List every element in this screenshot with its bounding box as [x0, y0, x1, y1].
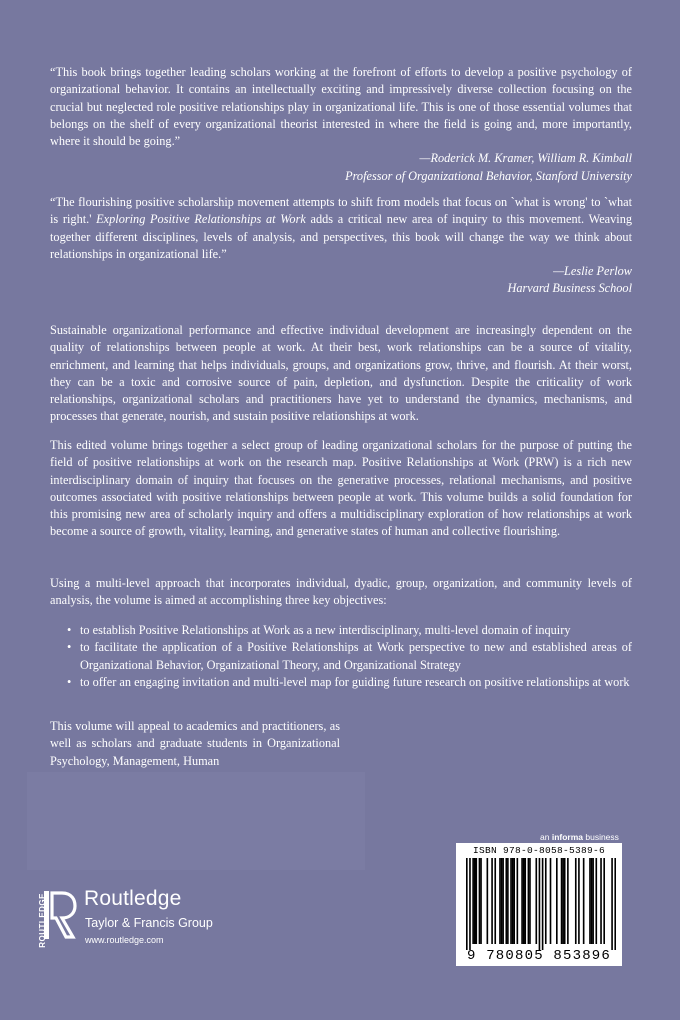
barcode-bar: [545, 858, 547, 944]
barcode-bar: [562, 858, 564, 944]
endorsement-quote-1: [50, 64, 632, 185]
description-paragraph-1: [50, 322, 632, 426]
quote-text-start: “The flourishing positive scholarship movement attempts to shift from models that focus on `what is wrong' to `what is right.': [50, 195, 632, 227]
barcode-bar: [592, 858, 594, 944]
publisher-group: Taylor & Francis Group: [85, 916, 213, 930]
bullet-icon: •: [67, 623, 72, 637]
list-item: [50, 674, 632, 691]
barcode-bar: [479, 858, 481, 944]
barcode-bar: [469, 858, 471, 950]
barcode-bar: [600, 858, 602, 944]
barcode-bar: [494, 858, 496, 944]
barcode-bar: [523, 858, 525, 944]
barcode-bar: [521, 858, 523, 944]
faded-text-block: [27, 772, 365, 870]
barcode-bar: [614, 858, 616, 950]
ean-left-group: 780805: [486, 948, 544, 964]
description-paragraph-2: [50, 437, 632, 541]
barcode-bar: [502, 858, 504, 944]
ean-first-digit: 9: [466, 948, 477, 964]
barcode-bar: [550, 858, 552, 944]
description-paragraph-4: [50, 718, 340, 770]
isbn-number: ISBN 978-0-8058-5389-6: [472, 845, 606, 856]
book-title: Exploring Positive Relationships at Work: [96, 212, 306, 227]
barcode-bar: [474, 858, 476, 944]
barcode-bar: [472, 858, 474, 944]
barcode-bar: [542, 858, 544, 950]
list-item-text: to offer an engaging invitation and multi-level map for guiding future research on positive relationships at work: [80, 674, 630, 689]
paragraph-text: Using a multi-level approach that incorporates individual, dyadic, group, organization, and community levels of analysis, the volume is aimed at accomplishing three key objectives:: [50, 576, 632, 608]
barcode-bar: [499, 858, 501, 944]
barcode-bar: [505, 858, 507, 944]
quote-affiliation: Harvard Business School: [507, 281, 632, 296]
barcode-bar: [524, 858, 526, 944]
quote-text: [50, 194, 632, 263]
barcode-bar: [578, 858, 580, 944]
description-paragraph-3: [50, 575, 632, 610]
barcode-bar: [564, 858, 566, 944]
objectives-list: [50, 622, 632, 691]
paragraph-text: Sustainable organizational performance and effective individual development are increasingly dependent on the quality of relationships between people at work. At their best, work relationships can be a source of vitality, enrichment, and learning that helps individuals, groups, and organizations grow, thrive, and flourish. At their worst, they can be a toxic and corrosive source of pain, depletion, and dysfunction. Despite the criticality of work relationships, organizational scholars and practitioners have yet to understand the dynamics, mechanisms, and processes that generate, nourish, and sustain positive relationships at work.: [50, 323, 632, 424]
list-item-text: to establish Positive Relationships at Work as a new interdisciplinary, multi-level domain of inquiry: [80, 623, 571, 637]
quote-affiliation: Professor of Organizational Behavior, Stanford University: [345, 168, 632, 183]
quote-author: —Roderick M. Kramer, William R. Kimball: [419, 151, 632, 166]
barcode-bar: [501, 858, 503, 944]
quote-author: —Leslie Perlow: [553, 264, 632, 279]
barcode-bar: [507, 858, 509, 944]
barcode-bar: [529, 858, 531, 944]
barcode-bars: [466, 858, 616, 950]
barcode-bar: [513, 858, 515, 944]
barcode-bar: [475, 858, 477, 944]
quote-text: “This book brings together leading scholars working at the forefront of efforts to develop a positive psychology of organizational behavior. It contains an intellectually exciting and impressively diverse collection focusing on the crucial but neglected role positive relationships play in organizational life. This is one of those essential volumes that belongs on the shelf of every organizational theorist interested in where the field is going and, more importantly, where it should be going.”: [50, 65, 632, 149]
barcode-bar: [466, 858, 468, 950]
list-item: [50, 622, 632, 639]
list-item: [50, 639, 632, 674]
bullet-icon: •: [67, 640, 72, 655]
endorsement-quote-2: [50, 194, 632, 298]
barcode-bar: [561, 858, 563, 944]
publisher-url: www.routledge.com: [85, 935, 164, 945]
paragraph-text: This volume will appeal to academics and practitioners, as well as scholars and graduate students in Organizational Psychology, Management, Human: [50, 719, 340, 768]
barcode-bar: [535, 858, 537, 944]
barcode-bar: [583, 858, 585, 944]
quote-text-end: adds a critical new area of inquiry to this movement. Weaving together different disciplines, levels of analysis, and perspectives, this book will change the way we think about relationships in organizational life.”: [50, 212, 633, 261]
publisher-side-text: ROUTLEDGE: [38, 893, 47, 948]
barcode-bar: [528, 858, 530, 944]
barcode-bar: [512, 858, 514, 944]
business-suffix: business: [583, 832, 619, 842]
barcode-bar: [487, 858, 489, 944]
barcode-bar: [491, 858, 493, 944]
list-item-text: to facilitate the application of a Positive Relationships at Work perspective to new and established areas of Organizational Behavior, Organizational Theory, and Organizational Strategy: [80, 640, 632, 672]
ean-digits: [456, 948, 622, 964]
bullet-icon: •: [67, 674, 72, 689]
paragraph-text: This edited volume brings together a select group of leading organizational scholars for the purpose of putting the field of positive relationships at work on the research map. Positive Relationships at Work (PRW) is a rich new interdisciplinary domain of inquiry that focuses on the generative processes, relational mechanisms, and positive outcomes associated with positive relationships between people at work. This volume builds a solid foundation for this promising new area of scholarly inquiry and offers a multidisciplinary exploration of how relationships at work become a source of growth, vitality, learning, and generative states of human and collective flourishing.: [50, 438, 632, 539]
informa-business-label: [540, 832, 619, 842]
publisher-logo: [34, 885, 224, 955]
barcode-bar: [575, 858, 577, 944]
barcode-bar: [567, 858, 569, 944]
barcode-bar: [480, 858, 482, 944]
barcode-bar: [603, 858, 605, 944]
publisher-name: Routledge: [84, 887, 182, 910]
isbn-barcode: [456, 843, 622, 966]
business-prefix: an: [540, 832, 552, 842]
barcode-bar: [539, 858, 541, 950]
barcode-bar: [517, 858, 519, 944]
barcode-bar: [589, 858, 591, 944]
barcode-bar: [595, 858, 597, 944]
business-brand: informa: [551, 832, 583, 842]
ean-right-group: 853896: [553, 948, 612, 964]
barcode-bar: [611, 858, 613, 950]
barcode-bar: [510, 858, 512, 944]
barcode-bar: [591, 858, 593, 944]
barcode-bar: [556, 858, 558, 944]
